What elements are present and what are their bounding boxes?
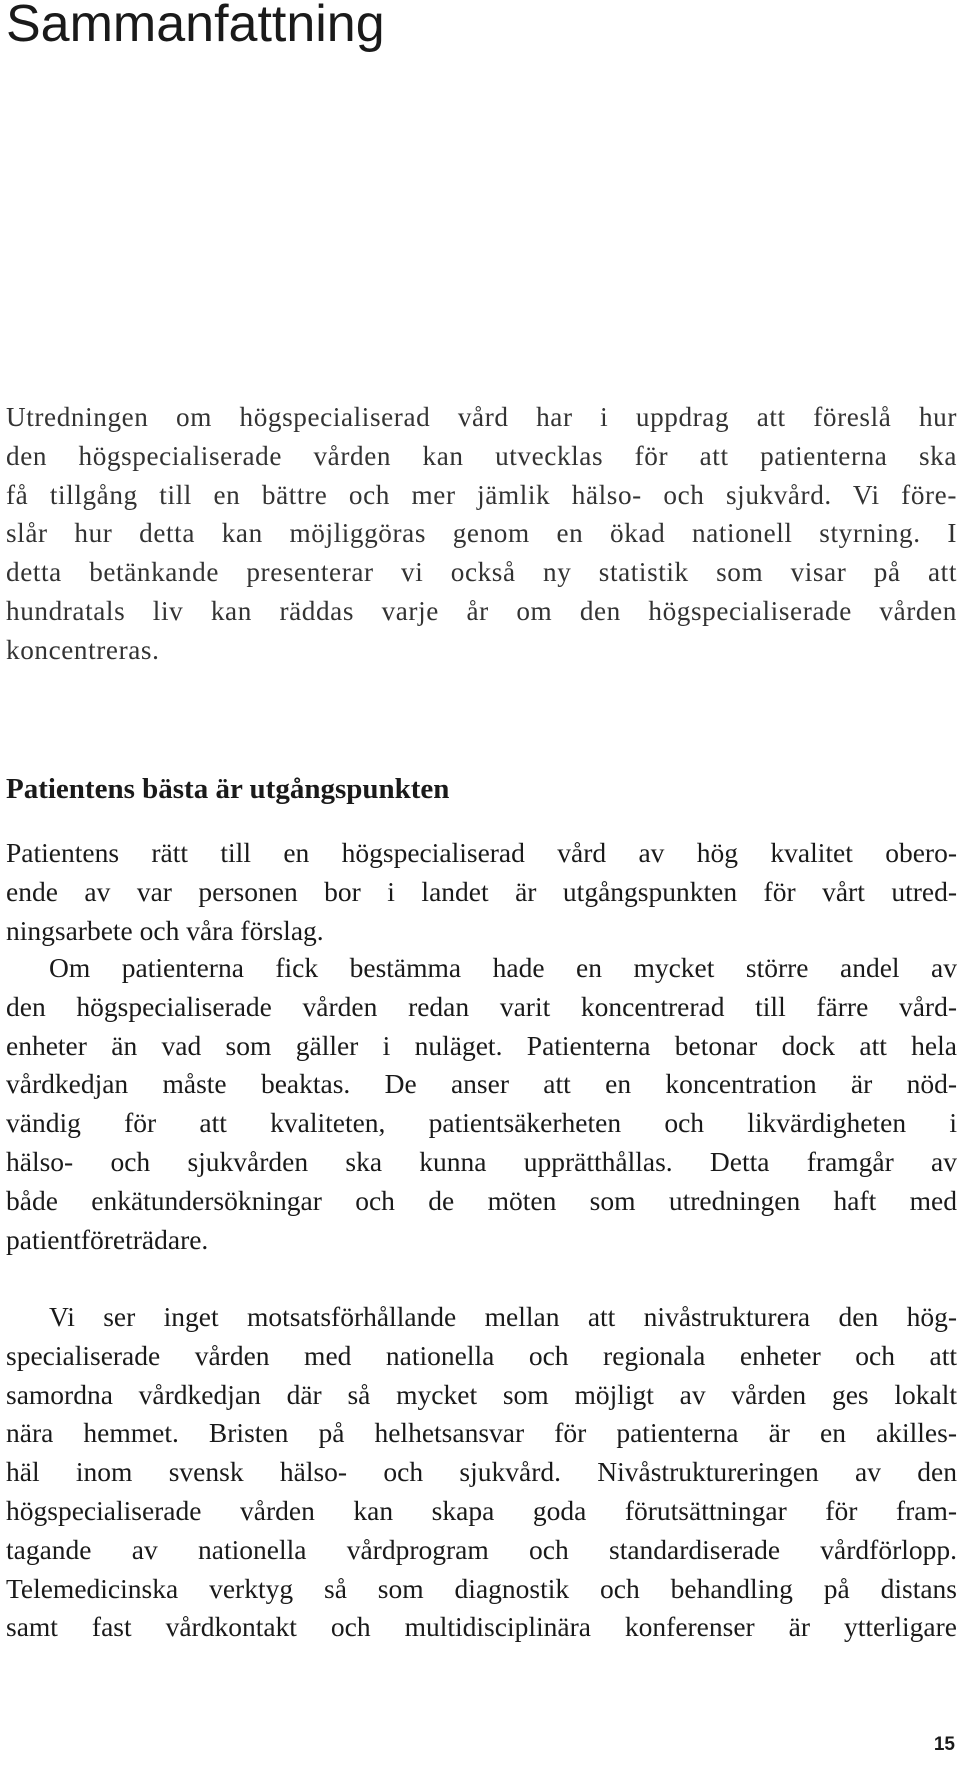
paragraph-line: Vi ser inget motsatsförhållande mellan att nivåstrukturera den hög- bbox=[49, 1301, 957, 1332]
paragraph-line: både enkätundersökningar och de möten som utredningen haft med bbox=[6, 1184, 957, 1216]
intro-line: hundratals liv kan räddas varje år om den högspecialiserade vården bbox=[6, 595, 957, 626]
paragraph-line: ningsarbete och våra förslag. bbox=[6, 914, 324, 946]
page-number: 15 bbox=[933, 1734, 955, 1755]
intro-line: koncentreras. bbox=[6, 634, 160, 665]
intro-line: detta betänkande presenterar vi också ny statistik som visar på att bbox=[6, 557, 957, 588]
paragraph-line: högspecialiserade vården kan skapa goda förutsättningar för fram- bbox=[6, 1494, 957, 1526]
intro-line: Utredningen om högspecialiserad vård har i uppdrag att föreslå hur bbox=[6, 402, 957, 432]
paragraph-line: Telemedicinska verktyg så som diagnostik och behandling på distans bbox=[6, 1572, 957, 1604]
paragraph-line: vändig för att kvaliteten, patientsäkerheten och likvärdigheten i bbox=[6, 1107, 957, 1139]
paragraph-line: tagande av nationella vårdprogram och standardiserade vårdförlopp. bbox=[6, 1533, 957, 1565]
section-heading: Patientens bästa är utgångspunkten bbox=[6, 773, 450, 805]
paragraph-line: Patientens rätt till en högspecialiserad vård av hög kvalitet obero- bbox=[6, 837, 957, 868]
paragraph-line: hälso- och sjukvården ska kunna upprätthållas. Detta framgår av bbox=[6, 1145, 957, 1177]
intro-line: få tillgång till en bättre och mer jämlik hälso- och sjukvård. Vi före- bbox=[6, 479, 957, 510]
paragraph-line: vårdkedjan måste beaktas. De anser att en koncentration är nöd- bbox=[6, 1068, 957, 1100]
paragraph-line: samt fast vårdkontakt och multidisciplinära konferenser är ytterligare bbox=[6, 1611, 957, 1643]
paragraph-line: den högspecialiserade vården redan varit koncentrerad till färre vård- bbox=[6, 990, 957, 1022]
paragraph-line: häl inom svensk hälso- och sjukvård. Nivåstruktureringen av den bbox=[6, 1456, 957, 1488]
body-paragraph-1 bbox=[6, 834, 957, 950]
intro-paragraph bbox=[6, 398, 957, 670]
body-paragraph-2 bbox=[6, 949, 957, 1259]
paragraph-line: ende av var personen bor i landet är utgångspunkten för vårt utred- bbox=[6, 875, 957, 907]
paragraph-line: patientföreträdare. bbox=[6, 1223, 209, 1255]
paragraph-line: nära hemmet. Bristen på helhetsansvar för patienterna är en akilles- bbox=[6, 1417, 957, 1449]
paragraph-line: Om patienterna fick bestämma hade en mycket större andel av bbox=[49, 952, 957, 983]
paragraph-line: samordna vårdkedjan där så mycket som möjligt av vården ges lokalt bbox=[6, 1378, 957, 1410]
paragraph-line: specialiserade vården med nationella och regionala enheter och att bbox=[6, 1339, 957, 1371]
page-title: Sammanfattning bbox=[6, 0, 385, 53]
body-paragraph-3 bbox=[6, 1298, 957, 1647]
intro-line: den högspecialiserade vården kan utvecklas för att patienterna ska bbox=[6, 440, 957, 471]
paragraph-line: enheter än vad som gäller i nuläget. Patienterna betonar dock att hela bbox=[6, 1029, 957, 1061]
intro-line: slår hur detta kan möjliggöras genom en ökad nationell styrning. I bbox=[6, 518, 957, 549]
